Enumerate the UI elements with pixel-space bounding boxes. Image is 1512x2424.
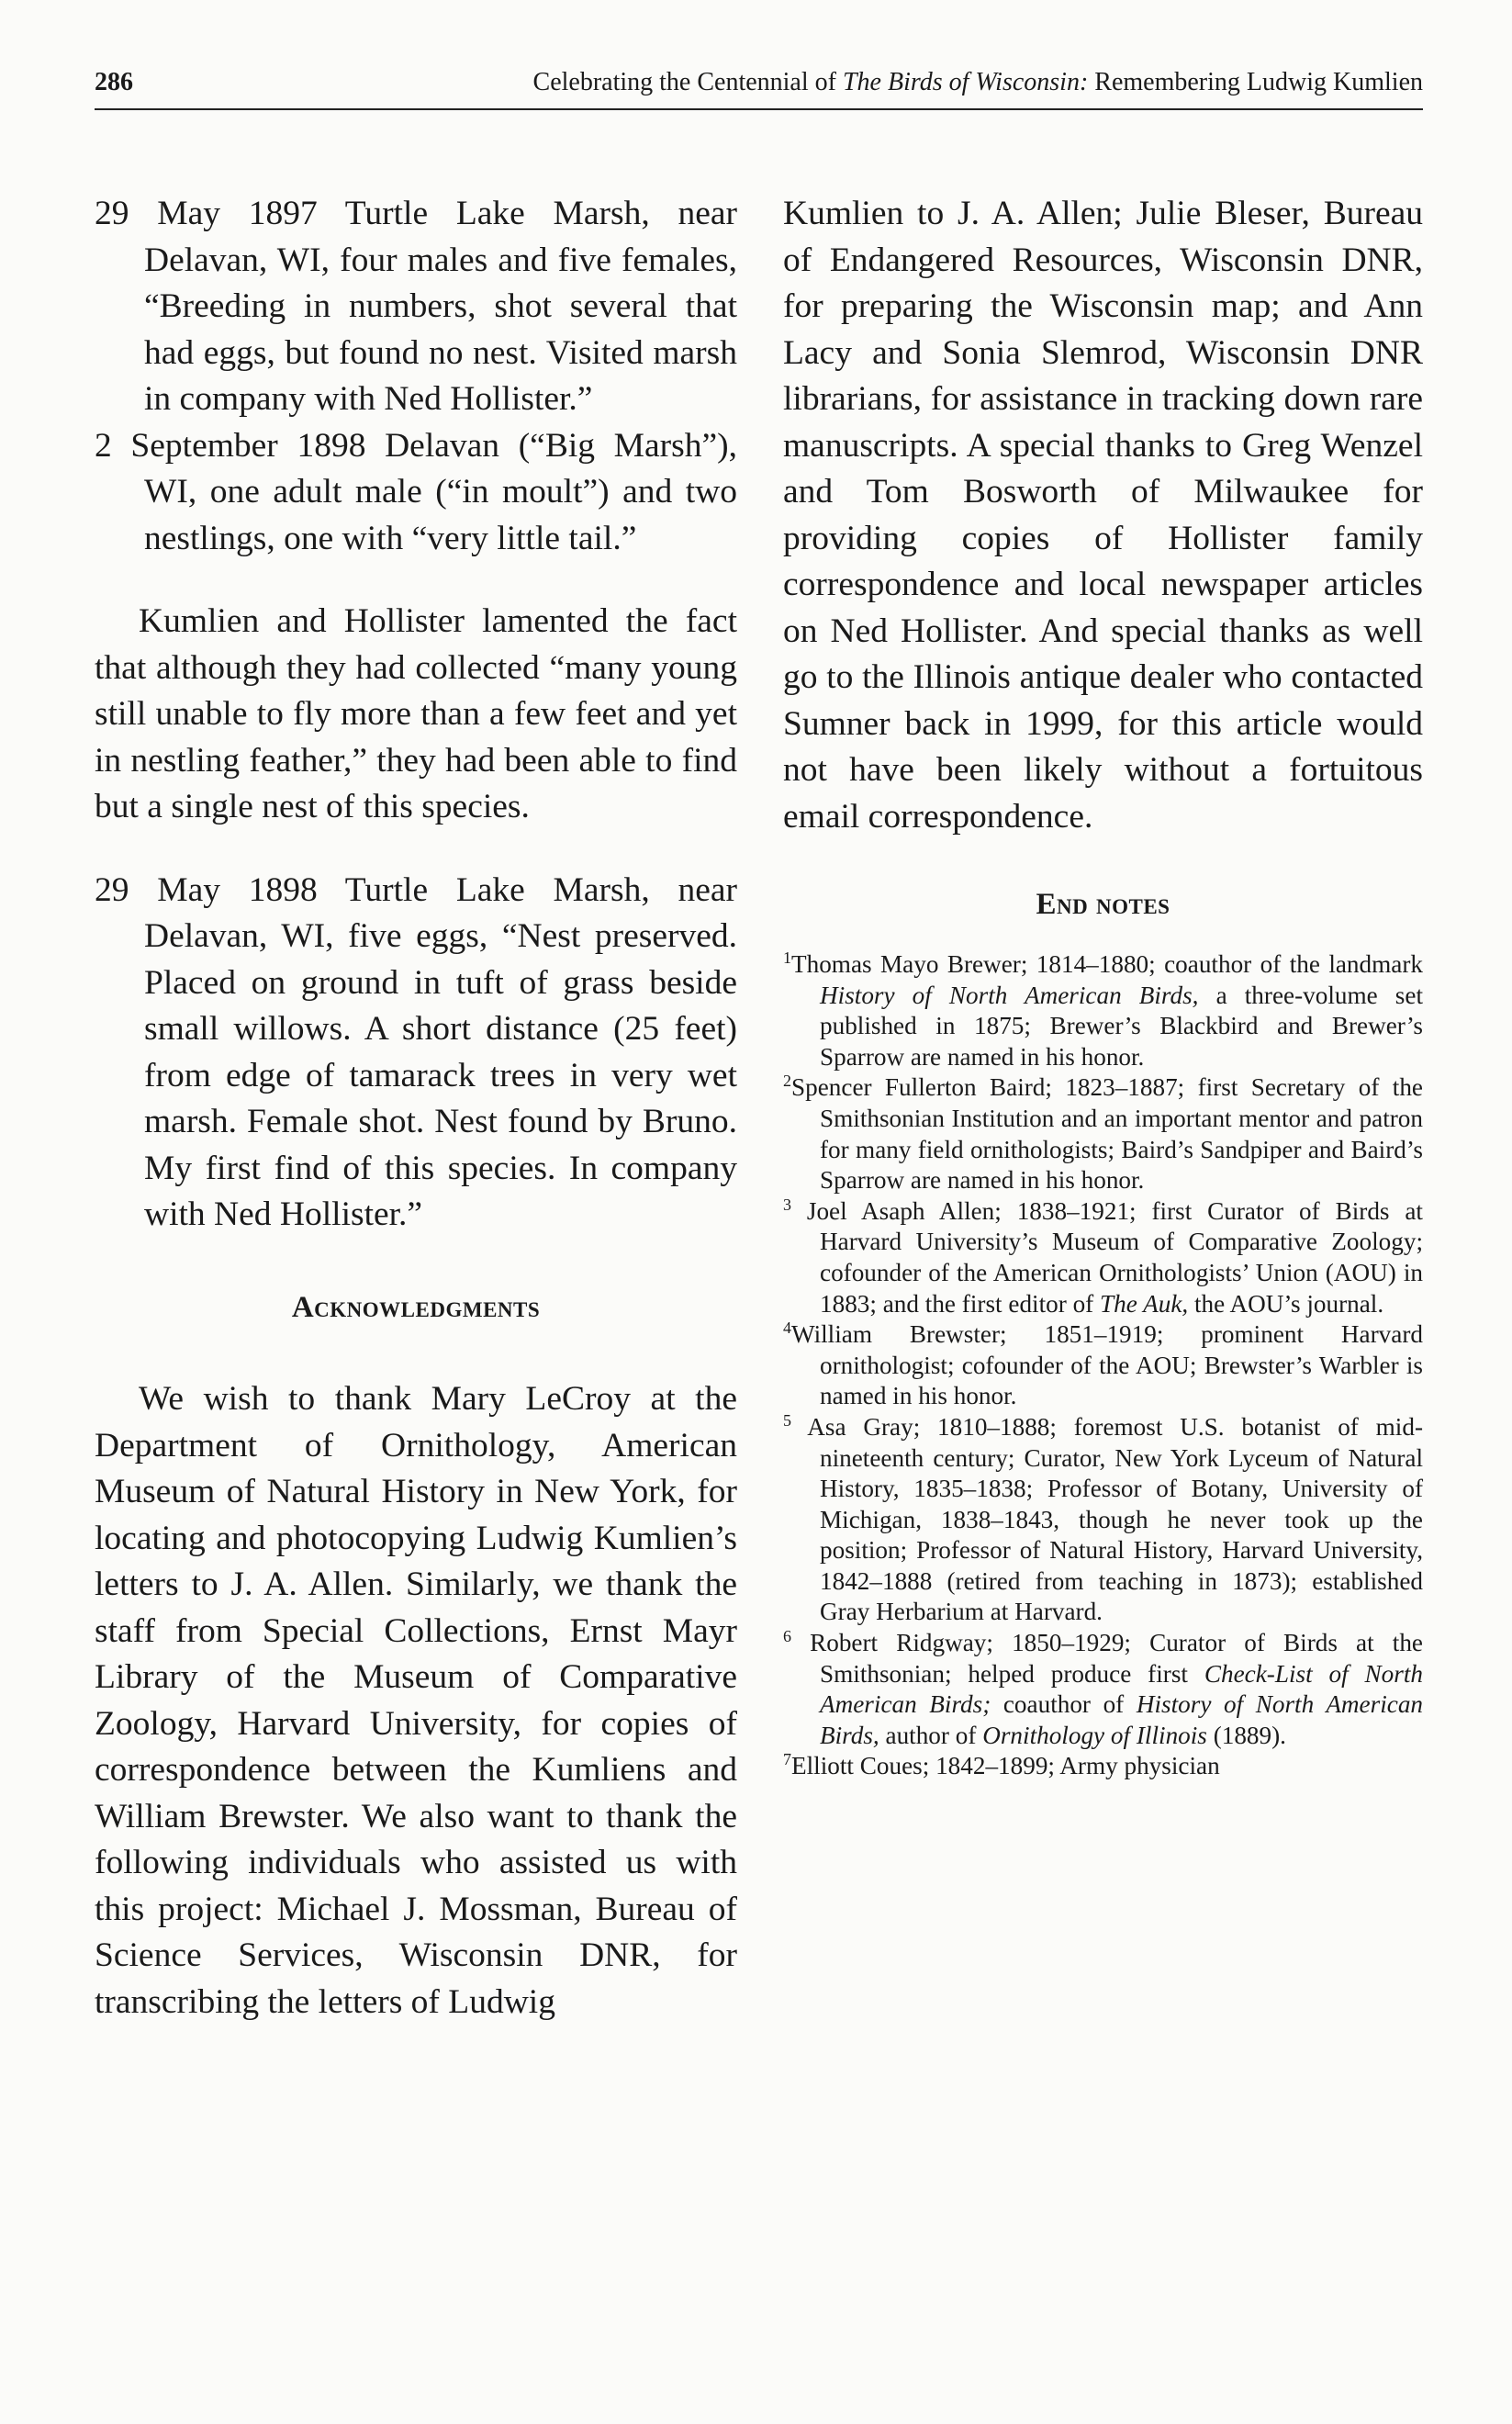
left-column <box>95 191 737 2026</box>
endnotes-list <box>783 949 1423 1782</box>
endnote-1: $^1$Thomas Mayo Brewer; 1814–1880; coauthor of the landmark History of North American Birds, a three-volume set published in 1875; Brewer’s Blackbird and Brewer’s Sparrow are named in his honor. <box>783 948 1423 1071</box>
right-column <box>783 191 1423 1782</box>
endnote-4: $^4$William Brewster; 1851–1919; prominent Harvard ornithologist; cofounder of the AOU; Brewster’s Warbler is named in his honor. <box>783 1319 1423 1410</box>
endnote-6: $^6$ Robert Ridgway; 1850–1929; Curator of Birds at the Smithsonian; helped produce first Check-List of North American Birds; coauthor of History of North American Birds, author of Ornithology of Illinois (1889). <box>783 1627 1424 1749</box>
record-entry-1898-may: 29 May 1898 Turtle Lake Marsh, near Delavan, WI, five eggs, “Nest preserved. Placed on ground in tuft of grass beside small willows. A short distance (25 feet) from edge of tamarack trees in very wet marsh. Female shot. Nest found by Bruno. My first find of this species. In company with Ned Hollister.” <box>95 870 737 1233</box>
endnote-2: $^2$Spencer Fullerton Baird; 1823–1887; first Secretary of the Smithsonian Institution and an important mentor and patron for many field ornithologists; Baird’s Sandpiper and Baird’s Sparrow are named in his honor. <box>783 1072 1423 1195</box>
endnotes-heading: End notes <box>1036 888 1170 921</box>
acknowledgments-heading: Acknowledgments <box>291 1290 541 1324</box>
running-head-title: The Birds of Wisconsin: <box>842 68 1089 96</box>
record-entry-1897: 29 May 1897 Turtle Lake Marsh, near Delavan, WI, four males and five females, “Breeding in numbers, shot several that had eggs, but found no nest. Visited marsh in company with Ned Hollister.” <box>95 195 737 418</box>
endnote-3: $^3$ Joel Asaph Allen; 1838–1921; first Curator of Birds at Harvard University’s Museum of Comparative Zoology; cofounder of the American Ornithologists’ Union (AOU) in 1883; and the first editor of The Auk, the AOU’s journal. <box>783 1195 1423 1318</box>
page-header <box>95 64 1423 110</box>
page-number: 286 <box>95 68 133 96</box>
record-entry-1898-sept: 2 September 1898 Delavan (“Big Marsh”), WI, one adult male (“in moult”) and two nestlings, one with “very little tail.” <box>95 426 737 557</box>
running-head-suffix: Remembering Ludwig Kumlien <box>1088 68 1423 96</box>
running-head <box>533 68 1423 97</box>
endnote-7: $^7$Elliott Coues; 1842–1899; Army physician <box>783 1750 1220 1780</box>
endnote-5: $^5$ Asa Gray; 1810–1888; foremost U.S. botanist of mid-nineteenth century; Curator, New York Lyceum of Natural History, 1835–1838; Professor of Botany, University of Michigan, 1838–1843, though he never took up the position; Professor of Natural History, Harvard University, 1842–1888 (retired from teaching in 1873); established Gray Herbarium at Harvard. <box>783 1410 1423 1626</box>
running-head-prefix: Celebrating the Centennial of <box>532 68 843 96</box>
acknowledgments-text: We wish to thank Mary LeCroy at the Department of Ornithology, American Museum of Natural History in New York, for locating and photocopying Ludwig Kumlien’s letters to J. A. Allen. Similarly, we thank the staff from Special Collections, Ernst Mayr Library of the Museum of Comparative Zoology, Harvard University, for copies of correspondence between the Kumliens and William Brewster. We also want to thank the following individuals who assisted us with this project: Michael J. Mossman, Bureau of Science Services, Wisconsin DNR, for transcribing the letters of Ludwig <box>95 1380 737 2021</box>
paragraph-lament: Kumlien and Hollister lamented the fact that although they had collected “many young still unable to fly more than a few feet and yet in nestling feather,” they had been able to find but a single nest of this species. <box>95 602 737 825</box>
acknowledgments-continued: Kumlien to J. A. Allen; Julie Bleser, Bureau of Endangered Resources, Wisconsin DNR, for preparing the Wisconsin map; and Ann Lacy and Sonia Slemrod, Wisconsin DNR librarians, for assistance in tracking down rare manuscripts. A special thanks to Greg Wenzel and Tom Bosworth of Milwaukee for providing copies of Hollister family correspondence and local newspaper articles on Ned Hollister. And special thanks as well go to the Illinois antique dealer who contacted Sumner back in 1999, for this article would not have been likely without a fortuitous email correspondence. <box>783 195 1423 836</box>
